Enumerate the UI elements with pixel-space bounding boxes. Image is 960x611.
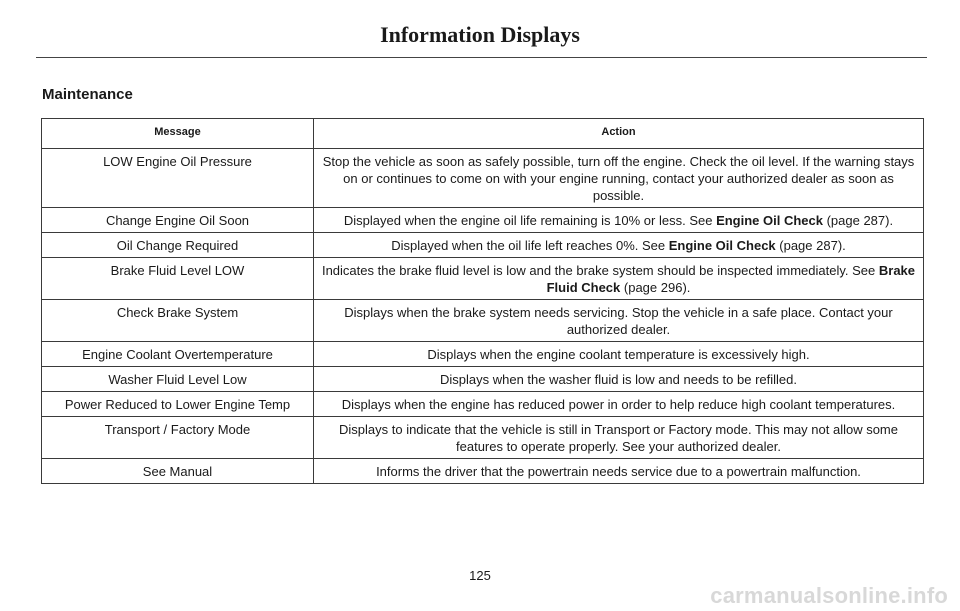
message-cell: LOW Engine Oil Pressure xyxy=(42,149,314,208)
page-reference-number: (page 296). xyxy=(620,280,691,295)
action-text: Indicates the brake fluid level is low and the brake system should be inspected immediately. See xyxy=(321,263,879,278)
message-cell: Check Brake System xyxy=(42,300,314,342)
action-cell xyxy=(314,367,924,392)
message-cell: Transport / Factory Mode xyxy=(42,417,314,459)
action-text: Displayed when the oil life left reaches 0%. See xyxy=(391,238,669,253)
action-cell xyxy=(314,258,924,300)
action-text: Informs the driver that the powertrain needs service due to a powertrain malfunction. xyxy=(376,464,861,479)
table-row xyxy=(42,258,924,300)
page-reference-link[interactable]: Engine Oil Check xyxy=(716,213,823,228)
action-cell xyxy=(314,459,924,484)
table-row xyxy=(42,300,924,342)
table-row xyxy=(42,342,924,367)
table-row xyxy=(42,208,924,233)
message-cell: Brake Fluid Level LOW xyxy=(42,258,314,300)
action-cell xyxy=(314,417,924,459)
message-cell: Washer Fluid Level Low xyxy=(42,367,314,392)
table-row xyxy=(42,392,924,417)
message-cell: Power Reduced to Lower Engine Temp xyxy=(42,392,314,417)
table-row xyxy=(42,417,924,459)
table-row xyxy=(42,233,924,258)
page-title: Information Displays xyxy=(380,22,580,47)
action-cell xyxy=(314,149,924,208)
action-cell xyxy=(314,233,924,258)
action-text: Displays when the washer fluid is low and needs to be refilled. xyxy=(440,372,797,387)
action-cell xyxy=(314,342,924,367)
message-cell: Oil Change Required xyxy=(42,233,314,258)
action-text: Displays when the engine has reduced power in order to help reduce high coolant temperatures. xyxy=(341,397,896,412)
message-cell: Change Engine Oil Soon xyxy=(42,208,314,233)
message-cell: See Manual xyxy=(42,459,314,484)
action-text: Displays to indicate that the vehicle is still in Transport or Factory mode. This may not allow some features to operate properly. See your authorized dealer. xyxy=(339,422,898,454)
page-number: 125 xyxy=(469,568,491,583)
table-row xyxy=(42,149,924,208)
page-reference-number: (page 287). xyxy=(822,213,894,228)
action-text: Displayed when the engine oil life remaining is 10% or less. See xyxy=(343,213,717,228)
page-reference-link[interactable]: Engine Oil Check xyxy=(668,238,776,253)
section-title: Maintenance xyxy=(42,86,133,103)
watermark: carmanualsonline.info xyxy=(710,583,948,608)
table-row xyxy=(42,367,924,392)
table-header-row xyxy=(42,119,924,149)
action-text: Displays when the brake system needs servicing. Stop the vehicle in a safe place. Contact your authorized dealer. xyxy=(344,305,893,337)
action-cell xyxy=(314,300,924,342)
message-cell: Engine Coolant Overtemperature xyxy=(42,342,314,367)
column-header-message: Message xyxy=(42,119,314,149)
action-text: Displays when the engine coolant temperature is excessively high. xyxy=(427,347,810,362)
action-cell xyxy=(314,392,924,417)
maintenance-table xyxy=(41,118,924,484)
action-cell xyxy=(314,208,924,233)
page-reference-link[interactable]: Brake Fluid Check xyxy=(546,263,916,295)
column-header-action: Action xyxy=(314,119,924,149)
page-reference-number: (page 287). xyxy=(775,238,846,253)
header-rule xyxy=(36,57,927,58)
table-row xyxy=(42,459,924,484)
action-text: Stop the vehicle as soon as safely possible, turn off the engine. Check the oil level. If the warning stays on or continues to come on with your engine running, contact your authorized dealer as soon as possible. xyxy=(322,154,915,203)
